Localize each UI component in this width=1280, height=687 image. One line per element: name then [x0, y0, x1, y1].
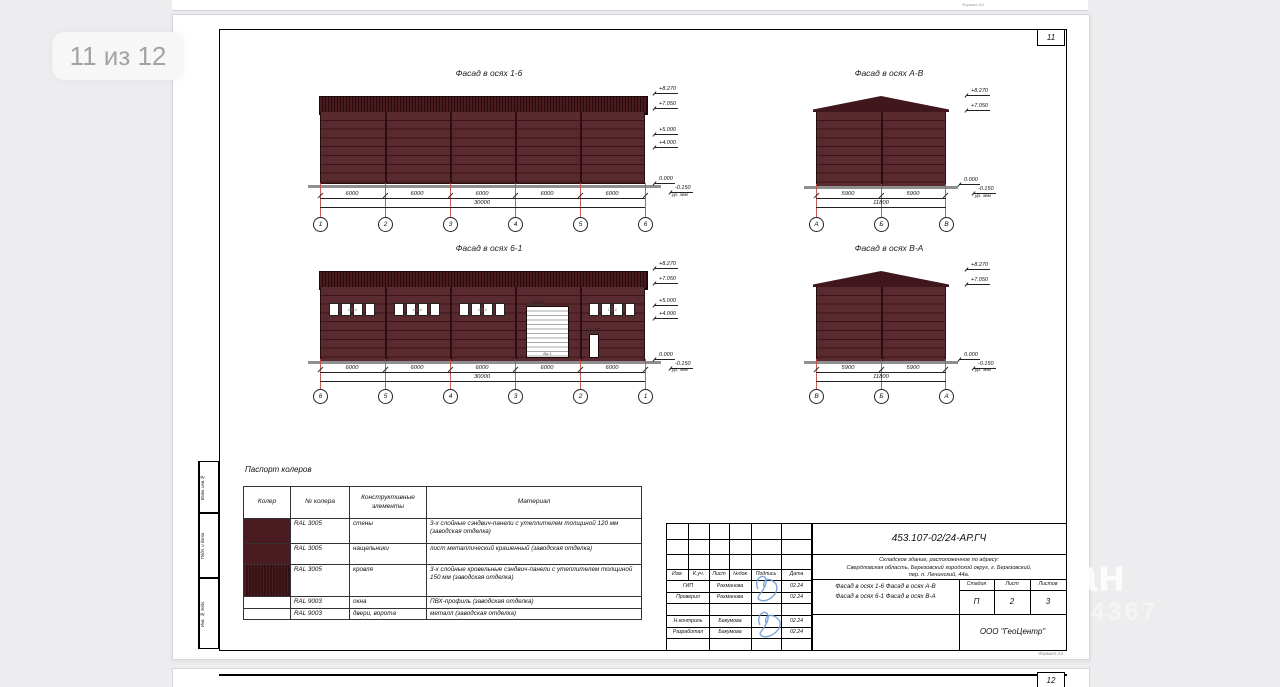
dim-label: 6000 — [410, 191, 424, 197]
window-group — [459, 303, 506, 316]
dim-line — [816, 372, 946, 373]
dim-label: 6000 — [605, 365, 619, 371]
elevation-mark: 0.000 — [654, 352, 675, 360]
elevation-mark: 0.000 — [654, 176, 675, 184]
elevation-mark: -0.150 — [670, 185, 693, 193]
window-group — [329, 303, 376, 316]
ground-label: ур. зем — [672, 368, 688, 373]
axis-bubble: А — [939, 389, 954, 404]
sig-date: 02.24 — [790, 594, 803, 600]
window-tag: ОК-1 — [347, 307, 358, 312]
dim-line — [816, 207, 946, 208]
elevation-mark: +8.270 — [966, 262, 990, 270]
elevation-mark: -0.150 — [670, 361, 693, 369]
color-swatch — [244, 544, 291, 565]
side-box — [198, 461, 219, 513]
dim-label: 6000 — [345, 365, 359, 371]
next-sheet-edge — [172, 668, 1090, 687]
sheets-total: 3 — [1045, 597, 1051, 606]
axis-bubble: В — [809, 389, 824, 404]
sig-date: 02.24 — [790, 629, 803, 635]
dim-label: 5900 — [841, 365, 855, 371]
side-box-label: Подп. и дата — [199, 514, 210, 577]
sig-date: 02.24 — [790, 618, 803, 624]
signature-strokes — [748, 569, 808, 649]
element-name: стены — [350, 519, 427, 544]
address-line: Складское здание, расположенное по адресу: — [879, 557, 999, 563]
dim-total: 30000 — [473, 200, 491, 206]
element-name: нащельники — [350, 544, 427, 565]
ral-code: RAL 3005 — [291, 565, 350, 597]
window-group — [394, 303, 441, 316]
axis-bubble: 2 — [573, 389, 588, 404]
elevation-mark: +8.270 — [654, 261, 678, 269]
address-line: Свердловская область, Березовский городской округ, г. Березовский, — [846, 564, 1032, 571]
passport-title: Паспорт колеров — [245, 465, 312, 474]
elevation-mark: +7.050 — [966, 103, 990, 111]
next-sheet-number-box: 12 — [1037, 672, 1065, 687]
axis-bubble: 2 — [378, 217, 393, 232]
stage-value: П — [973, 597, 980, 606]
element-name: кровля — [350, 565, 427, 597]
facade-v-a-title: Фасад в осях В-А — [854, 243, 924, 253]
dim-line — [320, 372, 645, 373]
dim-label: 6000 — [345, 191, 359, 197]
gate-elevation-mark: +4.200 — [530, 299, 544, 304]
drawing-sheet — [172, 14, 1090, 660]
elevation-mark: +5.000 — [654, 127, 678, 135]
side-box — [198, 513, 219, 578]
facade-6-1-title: Фасад в осях 6-1 — [455, 243, 523, 253]
stage-header: Лист — [1005, 581, 1019, 587]
material: ПВХ-профиль (заводская отделка) — [427, 597, 642, 609]
dim-total: 11800 — [873, 200, 889, 206]
bay-divider — [515, 287, 517, 361]
watermark-digits: 84367 — [1074, 598, 1159, 626]
side-box — [198, 578, 219, 649]
format-note: Формат А3 — [1038, 651, 1063, 656]
stage-header: Стадия — [966, 581, 987, 587]
facade-v-a-walls — [816, 287, 946, 362]
title-block — [666, 523, 1067, 651]
sig-header: №док — [733, 571, 747, 577]
dim-label: 6000 — [540, 191, 554, 197]
dim-label: 6000 — [475, 365, 489, 371]
address-line: пер. п. Ленинский, 44а. — [908, 572, 970, 579]
dim-label: 5900 — [906, 365, 920, 371]
sheet-title — [812, 582, 959, 602]
elevation-mark: 0.000 — [959, 177, 980, 185]
bay-divider — [881, 287, 883, 361]
facade-1-6-walls — [320, 112, 645, 184]
elevation-mark: -0.150 — [973, 186, 996, 194]
material: металл (заводская отделка) — [427, 609, 642, 620]
axis-bubble: 5 — [378, 389, 393, 404]
window-tag: ОК-1 — [412, 307, 423, 312]
bay-divider — [450, 112, 452, 183]
bay-divider — [580, 112, 582, 183]
dim-label: 5900 — [906, 191, 920, 197]
dim-line — [320, 381, 645, 382]
axis-bubble: Б — [874, 217, 889, 232]
sig-header: Лист — [712, 571, 726, 577]
sig-role: ГИП — [682, 583, 694, 589]
axis-bubble: 6 — [638, 217, 653, 232]
elevation-mark: +4.000 — [654, 140, 678, 148]
material: лист металлический крашенный (заводская отделка) — [427, 544, 642, 565]
project-address — [817, 557, 1061, 580]
axis-bubble: 3 — [508, 389, 523, 404]
side-box-label: Взам. инв.№ — [199, 462, 210, 512]
col-header: Колер — [244, 487, 291, 519]
elevation-mark: -0.150 — [973, 361, 996, 369]
door-elevation-mark: +2.100 — [586, 327, 600, 332]
axis-bubble: 5 — [573, 217, 588, 232]
elevation-mark: +8.270 — [966, 88, 990, 96]
col-header: Материал — [427, 487, 642, 519]
col-header: № колера — [291, 487, 350, 519]
window-tag: ОК-1 — [607, 307, 618, 312]
facade-a-v-walls — [816, 112, 946, 187]
elevation-mark: +8.270 — [654, 86, 678, 94]
ground-line — [308, 185, 661, 188]
color-swatch — [244, 519, 291, 544]
ral-code: RAL 3005 — [291, 544, 350, 565]
axis-bubble: 4 — [443, 389, 458, 404]
sig-header: Подпись — [755, 571, 777, 577]
color-swatch — [244, 609, 291, 620]
ral-code: RAL 9003 — [291, 609, 350, 620]
elevation-mark: +5.000 — [654, 298, 678, 306]
dim-line — [320, 198, 645, 199]
bay-divider — [580, 287, 582, 361]
doc-number: 453.107-02/24-АР.ГЧ — [891, 533, 987, 544]
elevation-mark: +7.050 — [654, 101, 678, 109]
facade-a-v-title: Фасад в осях А-В — [854, 68, 924, 78]
axis-bubble: Б — [874, 389, 889, 404]
sheet-number-box: 11 — [1037, 29, 1065, 46]
ral-code: RAL 9003 — [291, 597, 350, 609]
sig-name: Бакумова — [718, 618, 742, 624]
previous-sheet-edge — [172, 0, 1088, 11]
bay-divider — [515, 112, 517, 183]
window-group — [589, 303, 636, 316]
sig-role: Разработал — [672, 629, 704, 635]
page-indicator: 11 из 12 — [52, 32, 184, 80]
material: 3-х слойные сэндвич-панели с утеплителем толщиной 120 мм (заводская отделка) — [427, 519, 642, 544]
format-note: Формат А3 — [962, 2, 984, 7]
next-sheet-frame-line — [219, 674, 1067, 676]
door — [589, 334, 599, 358]
gate-tag: Вр-1 — [543, 351, 552, 356]
dim-total: 30000 — [473, 374, 491, 380]
dim-line — [816, 198, 946, 199]
watermark-letters: ан — [1072, 549, 1126, 601]
sig-header: Дата — [789, 571, 804, 577]
dim-total: 11800 — [873, 374, 889, 380]
sig-date: 02.24 — [790, 583, 803, 589]
ground-label: ур. зем — [672, 193, 688, 198]
ground-line — [308, 361, 661, 364]
axis-bubble: 3 — [443, 217, 458, 232]
sig-name: Бакумова — [718, 629, 742, 635]
ral-code: RAL 3005 — [291, 519, 350, 544]
material: 3-х слойные кровельные сэндвич-панели с утеплителем толщиной 150 мм (заводская отделка) — [427, 565, 642, 597]
bay-divider — [385, 287, 387, 361]
company-name: ООО "ГеоЦентр" — [979, 627, 1046, 636]
ground-label: ур. зем — [975, 368, 991, 373]
bay-divider — [881, 112, 883, 186]
dim-line — [320, 207, 645, 208]
axis-bubble: 1 — [638, 389, 653, 404]
facade-1-6-title: Фасад в осях 1-6 — [455, 68, 523, 78]
dim-label: 6000 — [475, 191, 489, 197]
color-swatch — [244, 565, 291, 597]
sheet-title-line: Фасад в осях 1-6 Фасад в осях А-В — [835, 583, 936, 590]
window-tag: ОК-1 — [477, 307, 488, 312]
dim-label: 6000 — [540, 365, 554, 371]
sig-name: Рахманова — [716, 594, 744, 600]
sig-role: Проверил — [676, 594, 700, 600]
elevation-mark: +4.000 — [654, 311, 678, 319]
axis-bubble: 4 — [508, 217, 523, 232]
dim-label: 6000 — [410, 365, 424, 371]
sig-header: Изм. — [671, 571, 684, 577]
elevation-mark: +7.050 — [654, 276, 678, 284]
element-name: двери, ворота — [350, 609, 427, 620]
sig-header: К.уч. — [692, 571, 705, 577]
bay-divider — [385, 112, 387, 183]
axis-bubble: В — [939, 217, 954, 232]
bay-divider — [450, 287, 452, 361]
sheet-title-line: Фасад в осях 6-1 Фасад в осях В-А — [835, 592, 936, 600]
color-swatch — [244, 597, 291, 609]
col-header: Конструктивные элементы — [350, 487, 427, 519]
dim-label: 5900 — [841, 191, 855, 197]
axis-bubble: 1 — [313, 217, 328, 232]
elevation-mark: 0.000 — [959, 352, 980, 360]
axis-bubble: 6 — [313, 389, 328, 404]
dim-label: 6000 — [605, 191, 619, 197]
axis-bubble: А — [809, 217, 824, 232]
elevation-mark: +7.050 — [966, 277, 990, 285]
sig-name: Рахманова — [716, 583, 744, 589]
element-name: окна — [350, 597, 427, 609]
side-box-label: Инв. № подл. — [199, 579, 210, 648]
stage-header: Листов — [1038, 581, 1058, 587]
sig-role: Н.контроль — [673, 618, 703, 624]
passport-table — [243, 486, 642, 620]
dim-line — [816, 381, 946, 382]
ground-label: ур. зем — [975, 194, 991, 199]
sheet-number: 2 — [1009, 597, 1015, 606]
